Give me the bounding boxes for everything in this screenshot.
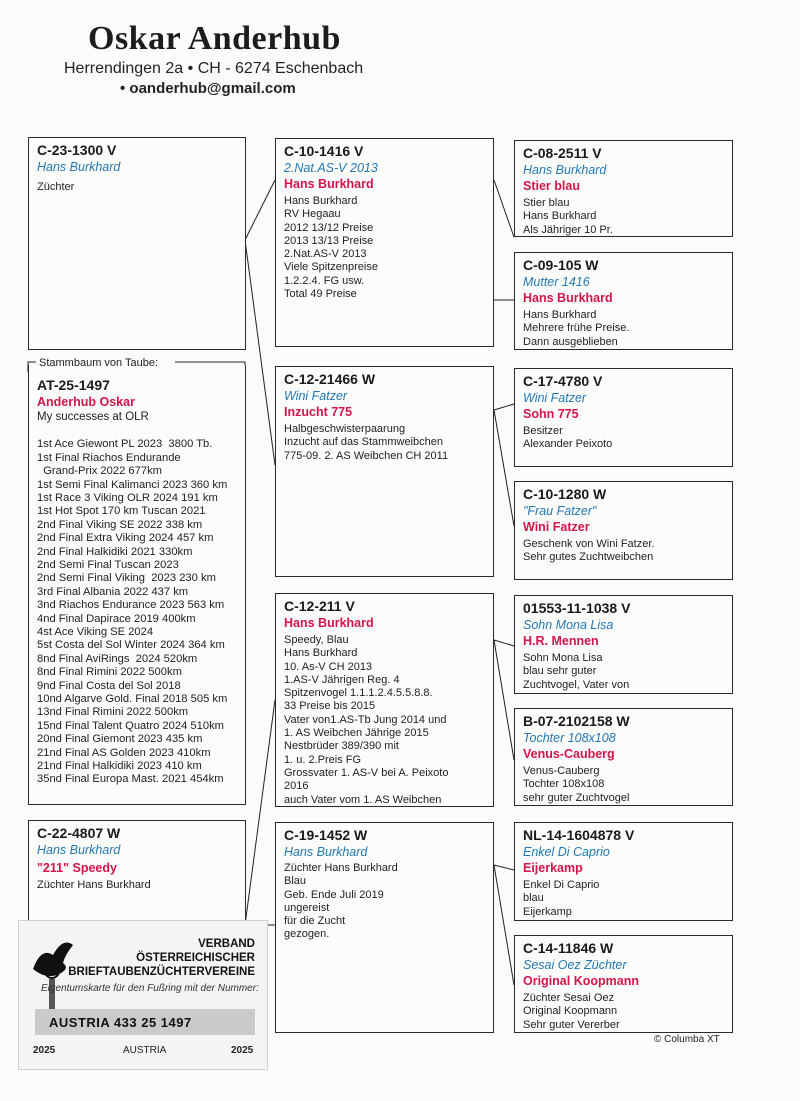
gen2-box-1	[275, 366, 494, 577]
gen3-box-5	[514, 708, 733, 806]
breeder-name: Hans Burkhard	[37, 843, 121, 857]
bird-notes: Venus-Cauberg Tochter 108x108 sehr guter Zuchtvogel	[523, 765, 630, 804]
ring-number: C-09-105 W	[523, 257, 599, 273]
bird-name: Eijerkamp	[523, 861, 583, 875]
card-subtitle: Eigentumskarte für den Fußring mit der Nummer:	[41, 983, 259, 994]
bird-name: "211" Speedy	[37, 861, 117, 875]
gen3-box-6	[514, 822, 733, 921]
ownership-card	[18, 920, 268, 1070]
ring-number: C-23-1300 V	[37, 142, 117, 158]
bird-notes: Stier blau Hans Burkhard Als Jähriger 10 Pr.	[523, 197, 613, 236]
breeder-name: Hans Burkhard	[523, 163, 607, 177]
result-item: 2nd Final Viking SE 2022 338 km	[37, 518, 203, 531]
bird-name: Wini Fatzer	[523, 520, 590, 534]
result-item: Grand-Prix 2022 677km	[37, 465, 162, 478]
result-item: 10nd Algarve Gold. Final 2018 505 km	[37, 693, 228, 706]
breeder-name: Sohn Mona Lisa	[523, 618, 614, 632]
ring-number: C-10-1280 W	[523, 486, 607, 502]
gen2-box-2	[275, 593, 494, 807]
gen3-box-1	[514, 252, 733, 350]
bird-notes: Züchter Hans Burkhard	[37, 879, 151, 891]
connector-dam	[245, 700, 275, 925]
result-item: 2nd Final Extra Viking 2024 457 km	[37, 532, 214, 545]
card-year-left: 2025	[33, 1045, 56, 1056]
result-item: 4nd Final Dapirace 2019 400km	[37, 612, 196, 625]
bird-notes: Hans Burkhard RV Hegaau 2012 13/12 Preise 2013 13/13 Preise 2.Nat.AS-V 2013 Viele Spitzenpreise 1.2.2.4. FG usw. Total 49 Preise	[284, 195, 378, 301]
result-item: 1st Final Riachos Endurande	[37, 451, 181, 464]
ring-number: AT-25-1497	[37, 377, 110, 393]
gen2-box-3	[275, 822, 494, 1033]
owner-name: Oskar Anderhub	[88, 20, 341, 57]
breeder-name: Wini Fatzer	[523, 391, 587, 405]
bird-name: Sohn 775	[523, 407, 579, 421]
owner-name: Anderhub Oskar	[37, 395, 135, 409]
connector-sire	[245, 180, 275, 465]
result-item: 5st Costa del Sol Winter 2024 364 km	[37, 639, 225, 652]
bird-name: Hans Burkhard	[284, 616, 374, 630]
result-item: 3rd Final Albania 2022 437 km	[37, 585, 189, 598]
result-item: 21nd Final Halkidiki 2023 410 km	[37, 760, 202, 773]
bird-name: Venus-Cauberg	[523, 747, 615, 761]
result-item: 4st Ace Viking SE 2024	[37, 625, 154, 638]
result-item: 1st Ace Giewont PL 2023 3800 Tb.	[37, 438, 213, 451]
bird-notes: Besitzer Alexander Peixoto	[523, 425, 613, 451]
breeder-name: Enkel Di Caprio	[523, 845, 610, 859]
card-country: AUSTRIA	[123, 1045, 167, 1056]
ring-number: C-14-11846 W	[523, 940, 614, 956]
result-item: 35nd Final Europa Mast. 2021 454km	[37, 773, 224, 786]
ring-number: 01553-11-1038 V	[523, 600, 631, 616]
ring-number: C-10-1416 V	[284, 143, 364, 159]
ring-number: C-12-211 V	[284, 598, 355, 614]
bird-name: Inzucht 775	[284, 405, 353, 419]
copyright-note: © Columba XT	[654, 1034, 720, 1045]
bird-notes: Züchter Hans Burkhard Blau Geb. Ende Juli 2019 ungereist für die Zucht gezogen.	[284, 862, 398, 941]
bird-notes: Hans Burkhard Mehrere frühe Preise. Dann ausgeblieben	[523, 309, 630, 348]
bird-name: Original Koopmann	[523, 974, 639, 988]
breeder-name: Hans Burkhard	[37, 160, 121, 174]
connector-g2-3	[494, 865, 514, 985]
gen3-box-0	[514, 140, 733, 237]
card-title-line3: BRIEFTAUBENZÜCHTERVEREINE	[68, 966, 255, 978]
bird-notes: Enkel Di Caprio blau Eijerkamp	[523, 879, 600, 918]
ring-number: C-12-21466 W	[284, 371, 376, 387]
connector-g2-2	[494, 640, 514, 760]
gen3-box-4	[514, 595, 733, 694]
breeder-name: Wini Fatzer	[284, 389, 348, 403]
breeder-name: Tochter 108x108	[523, 731, 616, 745]
bird-notes: Züchter	[37, 181, 75, 193]
card-ring-number: AUSTRIA 433 25 1497	[49, 1015, 192, 1030]
bird-name: Stier blau	[523, 179, 580, 193]
stammbaum-label: Stammbaum von Taube:	[36, 357, 161, 369]
breeder-name: Sesai Oez Züchter	[523, 958, 627, 972]
subject-box	[28, 365, 246, 805]
result-item: 2nd Semi Final Tuscan 2023	[37, 558, 179, 571]
ring-number: C-19-1452 W	[284, 827, 368, 843]
bird-notes: Halbgeschwisterpaarung Inzucht auf das Stammweibchen 775-09. 2. AS Weibchen CH 2011	[284, 423, 449, 462]
bird-name: Hans Burkhard	[284, 177, 374, 191]
breeder-name: "Frau Fatzer"	[523, 504, 597, 518]
result-item: 2nd Semi Final Viking 2023 230 km	[37, 572, 216, 585]
result-item: 20nd Final Giemont 2023 435 km	[37, 733, 203, 746]
ring-number: C-17-4780 V	[523, 373, 603, 389]
results-intro: My successes at OLR	[37, 411, 149, 423]
result-item: 13nd Final Rimini 2022 500km	[37, 706, 189, 719]
bird-notes: Züchter Sesai Oez Original Koopmann Sehr guter Vererber	[523, 992, 620, 1031]
gen3-box-7	[514, 935, 733, 1033]
connector-g2-1	[494, 404, 514, 526]
ring-number: C-08-2511 V	[523, 145, 602, 161]
result-item: 8nd Final AviRings 2024 520km	[37, 652, 198, 665]
result-item: 1st Race 3 Viking OLR 2024 191 km	[37, 491, 218, 504]
owner-address: Herrendingen 2a • CH - 6274 Eschenbach	[64, 60, 364, 77]
card-year-right: 2025	[231, 1045, 254, 1056]
gen3-box-3	[514, 481, 733, 580]
result-item: 9nd Final Costa del Sol 2018	[37, 679, 181, 692]
connector-g2-0	[494, 180, 514, 300]
result-item: 8nd Final Rimini 2022 500km	[37, 666, 182, 679]
owner-email: • oanderhub@gmail.com	[120, 80, 296, 97]
sire-box	[28, 137, 246, 350]
results-list	[37, 438, 237, 787]
ring-number: B-07-2102158 W	[523, 713, 630, 729]
breeder-name: Mutter 1416	[523, 275, 590, 289]
result-item: 2nd Final Halkidiki 2021 330km	[37, 545, 193, 558]
bird-notes: Speedy, Blau Hans Burkhard 10. As-V CH 2013 1.AS-V Jährigen Reg. 4 Spitzenvogel 1.1.1.2.4.5.5.8.8. 33 Preise bis 2015 Vater von1.AS-Tb Jung 2014 und 1. AS Weibchen Jährige 2015 Nestbrüder 389/390 mit 1. u. 2.Preis FG Grossvater 1. AS-V bei A. Peixoto 2016 auch Vater vom 1. AS Weibchen	[284, 634, 449, 806]
result-item: 3nd Riachos Endurance 2023 563 km	[37, 599, 225, 612]
ring-number: NL-14-1604878 V	[523, 827, 635, 843]
bird-notes: Geschenk von Wini Fatzer. Sehr gutes Zuchtweibchen	[523, 538, 655, 564]
result-item: 21nd Final AS Golden 2023 410km	[37, 746, 211, 759]
ring-number: C-22-4807 W	[37, 825, 121, 841]
breeder-name: 2.Nat.AS-V 2013	[284, 161, 378, 175]
card-title-line2: ÖSTERREICHISCHER	[136, 952, 255, 964]
result-item: 1st Semi Final Kalimanci 2023 360 km	[37, 478, 228, 491]
gen3-box-2	[514, 368, 733, 467]
bird-name: Hans Burkhard	[523, 291, 613, 305]
card-title-line1: VERBAND	[198, 938, 255, 950]
breeder-name: Hans Burkhard	[284, 845, 368, 859]
result-item: 1st Hot Spot 170 km Tuscan 2021	[37, 505, 206, 518]
bird-name: H.R. Mennen	[523, 634, 599, 648]
result-item: 15nd Final Talent Quatro 2024 510km	[37, 719, 224, 732]
bird-notes: Sohn Mona Lisa blau sehr guter Zuchtvogel, Vater von	[523, 652, 630, 691]
gen2-box-0	[275, 138, 494, 347]
